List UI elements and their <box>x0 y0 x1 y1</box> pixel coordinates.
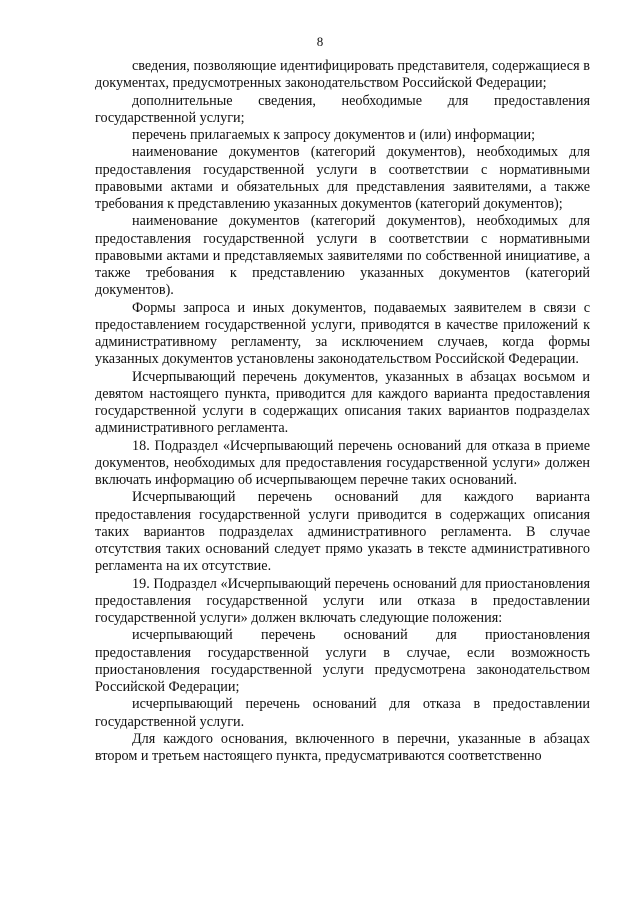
paragraph: перечень прилагаемых к запросу документов и (или) информации; <box>132 127 536 143</box>
document-body <box>95 58 590 765</box>
paragraph: наименование документов (категорий документов), необходимых для предоставления государственной услуги в соответствии с нормативными правовыми актами и представляемых заявителями по собственной инициативе, а также требования к представлению указанных документов (категорий документов). <box>95 213 590 299</box>
paragraph: сведения, позволяющие идентифицировать представителя, содержащиеся в документах, предусмотренных законодательством Российской Федерации; <box>95 58 590 92</box>
paragraph: Формы запроса и иных документов, подаваемых заявителем в связи с предоставлением государственной услуги, приводятся в качестве приложений к административному регламенту, за исключением случаев, когда формы указанных документов установлены законодательством Российской Федерации. <box>95 299 590 368</box>
paragraph: 19. Подраздел «Исчерпывающий перечень оснований для приостановления предоставления государственной услуги или отказа в предоставлении государственной услуги» должен включать следующие положения: <box>95 575 590 626</box>
paragraph: наименование документов (категорий документов), необходимых для предоставления государственной услуги в соответствии с нормативными правовыми актами и обязательных для представления заявителями, а также требования к представлению указанных документов (категорий документов); <box>95 144 590 212</box>
paragraph: исчерпывающий перечень оснований для приостановления предоставления государственной услуги в случае, если возможность приостановления государственной услуги предусмотрена законодательством Российской Федерации; <box>95 627 590 695</box>
paragraph: 18. Подраздел «Исчерпывающий перечень оснований для отказа в приеме документов, необходимых для предоставления государственной услуги» должен включать информацию об исчерпывающем перечне таких оснований. <box>95 437 590 488</box>
page-number: 8 <box>316 34 324 49</box>
paragraph: Исчерпывающий перечень документов, указанных в абзацах восьмом и девятом настоящего пункта, приводится для каждого варианта предоставления государственной услуги в содержащих описания таких вариантов подразделах административного регламента. <box>95 368 590 437</box>
paragraph: Исчерпывающий перечень оснований для каждого варианта предоставления государственной услуги приводится в содержащих описания таких вариантов подразделах административного регламента. В случае отсутствия таких оснований следует прямо указать в тексте административного регламента на их отсутствие. <box>95 489 590 575</box>
paragraph: Для каждого основания, включенного в перечни, указанные в абзацах втором и третьем настоящего пункта, предусматриваются соответственно <box>95 730 590 764</box>
paragraph: дополнительные сведения, необходимые для предоставления государственной услуги; <box>95 92 590 126</box>
paragraph: исчерпывающий перечень оснований для отказа в предоставлении государственной услуги. <box>95 696 590 730</box>
